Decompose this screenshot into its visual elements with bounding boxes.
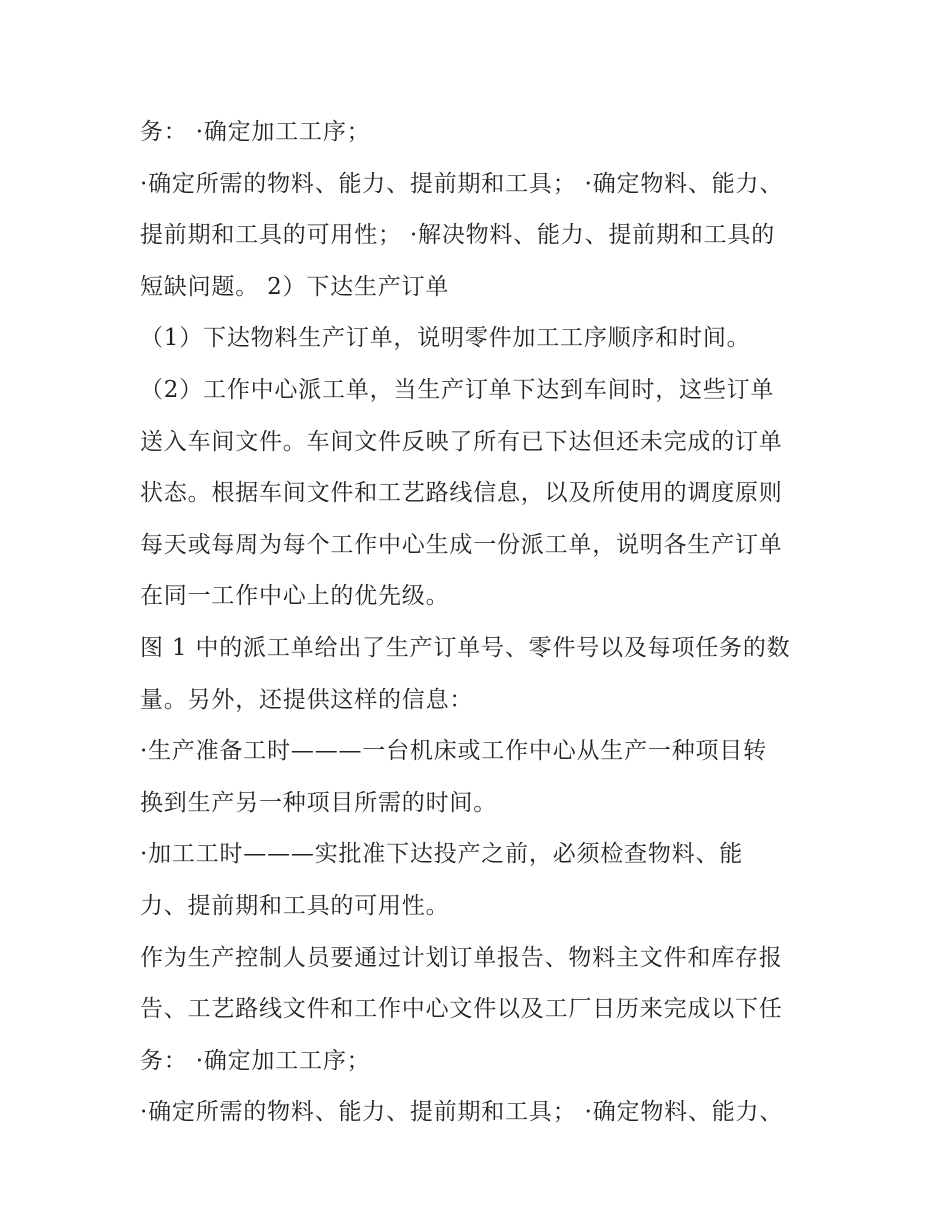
text-line: ·加工工时———实批准下达投产之前，必须检查物料、能 (140, 841, 744, 868)
text-line: 短缺问题。 2）下达生产订单 (140, 273, 450, 300)
text-line: 状态。根据车间文件和工艺路线信息，以及所使用的调度原则 (140, 480, 783, 507)
document-body (140, 107, 830, 1139)
text-line: 务： ·确定加工工序； (140, 1047, 371, 1074)
text-line: 换到生产另一种项目所需的时间。 (140, 789, 497, 816)
text-line: （2）工作中心派工单，当生产订单下达到车间时，这些订单 (140, 376, 775, 403)
text-line: ·确定所需的物料、能力、提前期和工具； ·确定物料、能力、 (140, 170, 784, 197)
text-line: （1）下达物料生产订单，说明零件加工工序顺序和时间。 (140, 325, 751, 352)
text-line: 在同一工作中心上的优先级。 (140, 583, 450, 610)
text-line: 每天或每周为每个工作中心生成一份派工单，说明各生产订单 (140, 531, 783, 558)
text-line: ·生产准备工时———一台机床或工作中心从生产一种项目转 (140, 738, 767, 765)
text-line: 力、提前期和工具的可用性。 (140, 892, 450, 919)
text-line: 提前期和工具的可用性； ·解决物料、能力、提前期和工具的 (140, 222, 776, 249)
text-line: ·确定所需的物料、能力、提前期和工具； ·确定物料、能力、 (140, 1099, 784, 1126)
text-line: 图 1 中的派工单给出了生产订单号、零件号以及每项任务的数 (140, 634, 791, 661)
text-line: 量。另外，还提供这样的信息： (140, 686, 474, 713)
text-line: 送入车间文件。车间文件反映了所有已下达但还未完成的订单 (140, 428, 783, 455)
text-line: 务： ·确定加工工序； (140, 119, 371, 145)
text-line: 告、工艺路线文件和工作中心文件以及工厂日历来完成以下任 (140, 996, 783, 1023)
text-line: 作为生产控制人员要通过计划订单报告、物料主文件和库存报 (140, 944, 783, 971)
